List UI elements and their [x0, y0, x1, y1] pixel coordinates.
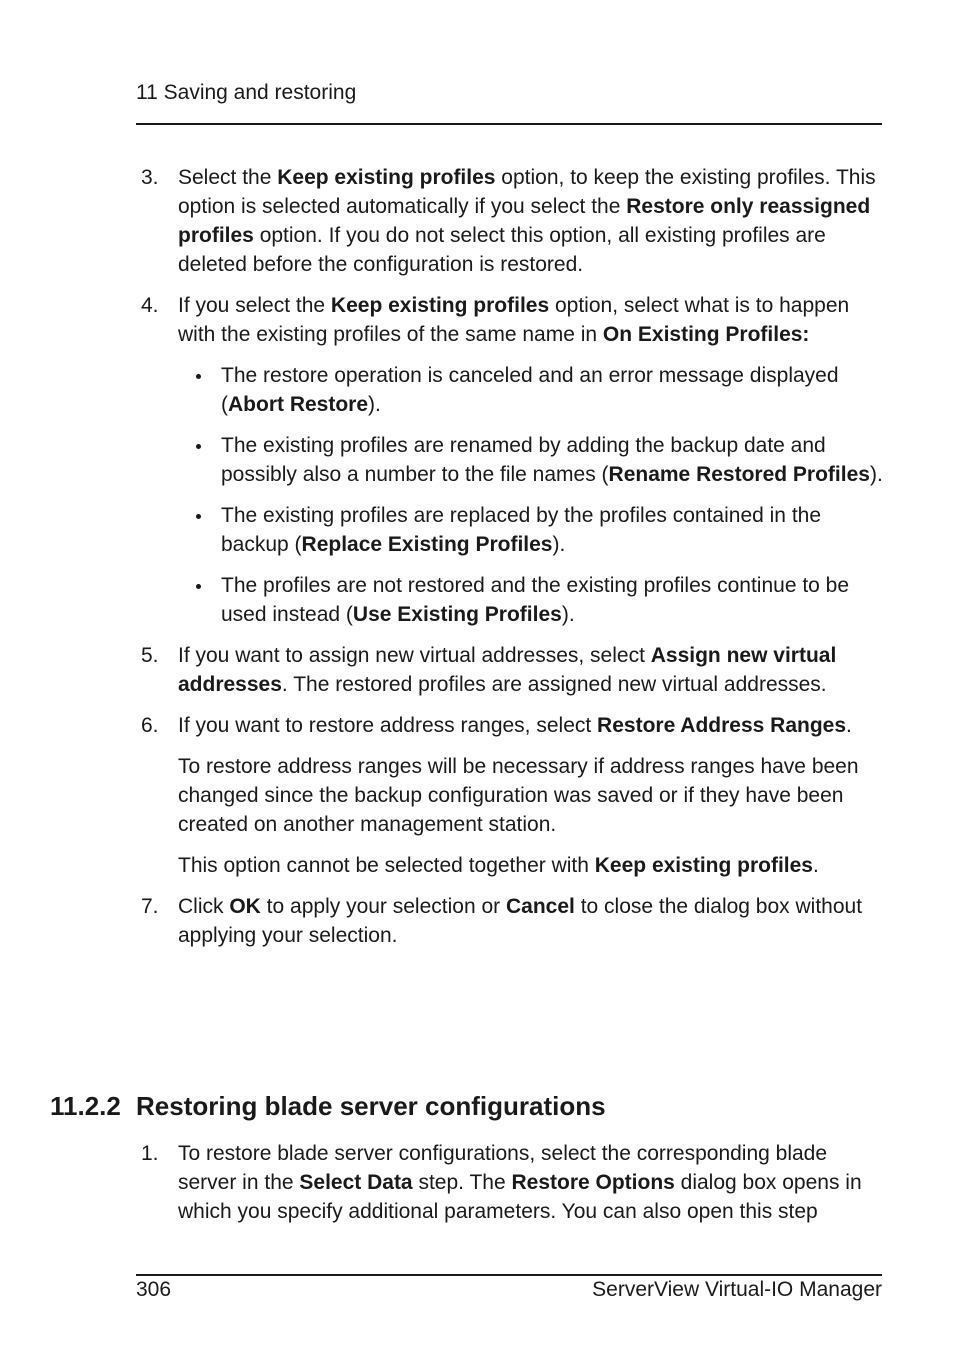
step-text [178, 1139, 890, 1226]
bullet-icon [196, 584, 201, 589]
footer-rule [136, 1274, 882, 1276]
step-6 [0, 711, 954, 880]
bullet-icon [196, 444, 201, 449]
text-run: . The restored profiles are assigned new virtual addresses. [281, 673, 827, 696]
option-name: Keep existing profiles [594, 854, 813, 877]
text-run: To restore blade server configurations, select the corresponding blade server in the [178, 1142, 828, 1194]
step-number: 3. [141, 166, 159, 189]
text-run: The profiles are not restored and the existing profiles continue to be used instead ( [221, 574, 850, 626]
text-run: The existing profiles are renamed by adding the backup date and possibly also a number to the file names ( [221, 434, 826, 486]
bullet-item [178, 361, 890, 419]
step-text [178, 641, 890, 699]
text-run: This option cannot be selected together with [178, 854, 595, 877]
step-5 [0, 641, 954, 699]
step-text [178, 892, 890, 950]
step-7 [0, 892, 954, 950]
section-title: Restoring blade server configurations [136, 1091, 606, 1121]
step-4 [0, 291, 954, 629]
text-run: option. If you do not select this option, all existing profiles are deleted before the configuration is restored. [178, 224, 826, 276]
bullet-item [178, 501, 890, 559]
text-run: Click [178, 895, 230, 918]
step-3 [0, 163, 954, 279]
section-number: 11.2.2 [50, 1091, 121, 1121]
bullet-item [178, 571, 890, 629]
dialog-name: Restore Options [511, 1171, 675, 1194]
option-name: Rename Restored Profiles [608, 463, 870, 486]
text-run: option, to keep the existing profiles. This option is selected automatically if you select the [178, 166, 876, 218]
option-bullet-list [178, 361, 890, 629]
text-run: . [813, 854, 819, 877]
step-note [178, 851, 890, 880]
text-run: The existing profiles are replaced by the profiles contained in the backup ( [221, 504, 822, 556]
text-run: The restore operation is canceled and an error message displayed ( [221, 364, 839, 416]
button-name: Cancel [505, 895, 575, 918]
option-name: Abort Restore [228, 393, 369, 416]
text-run: If you want to assign new virtual addresses, select [178, 644, 651, 667]
procedure-steps [0, 163, 954, 962]
option-name: Keep existing profiles [330, 294, 550, 317]
button-name: OK [229, 895, 261, 918]
option-name: Replace Existing Profiles [301, 533, 553, 556]
text-run: to apply your selection or [260, 895, 506, 918]
step-name: Select Data [299, 1171, 413, 1194]
step-number: 5. [141, 644, 159, 667]
page-number: 306 [136, 1278, 172, 1301]
step-text [178, 711, 890, 740]
product-name: ServerView Virtual-IO Manager [592, 1278, 882, 1301]
text-run: dialog box opens in which you specify additional parameters. You can also open this step [178, 1171, 862, 1223]
running-header: 11 Saving and restoring [136, 81, 357, 104]
text-run: If you want to restore address ranges, select [178, 714, 598, 737]
step-text [178, 163, 890, 279]
section-steps [0, 1139, 954, 1238]
text-run: ). [561, 603, 575, 626]
text-run: Select the [178, 166, 278, 189]
text-run: to close the dialog box without applying your selection. [178, 895, 863, 947]
header-rule [136, 123, 882, 125]
step-number: 4. [141, 294, 159, 317]
step-number: 7. [141, 895, 159, 918]
step-note: To restore address ranges will be necessary if address ranges have been changed since the backup configuration was saved or if they have been created on another management station. [178, 755, 859, 836]
text-run: ). [552, 533, 566, 556]
bullet-icon [196, 514, 201, 519]
text-run: If you select the [178, 294, 331, 317]
step-number: 6. [141, 714, 159, 737]
text-run: option, select what is to happen with the existing profiles of the same name in [178, 294, 850, 346]
text-run: step. The [412, 1171, 512, 1194]
bullet-icon [196, 374, 201, 379]
bullet-item [178, 431, 890, 489]
step-text [178, 291, 890, 349]
option-name: Restore Address Ranges [597, 714, 847, 737]
text-run: ). [368, 393, 381, 416]
option-name: Use Existing Profiles [352, 603, 562, 626]
step-number: 1. [141, 1142, 159, 1165]
option-name: On Existing Profiles: [602, 323, 810, 346]
step-1 [0, 1139, 954, 1226]
text-run: . [846, 714, 852, 737]
text-run: ). [869, 463, 883, 486]
option-name: Assign new virtual addresses [178, 644, 837, 696]
section-heading [50, 1089, 606, 1123]
option-name: Restore only reassigned profiles [178, 195, 871, 247]
option-name: Keep existing profiles [277, 166, 496, 189]
